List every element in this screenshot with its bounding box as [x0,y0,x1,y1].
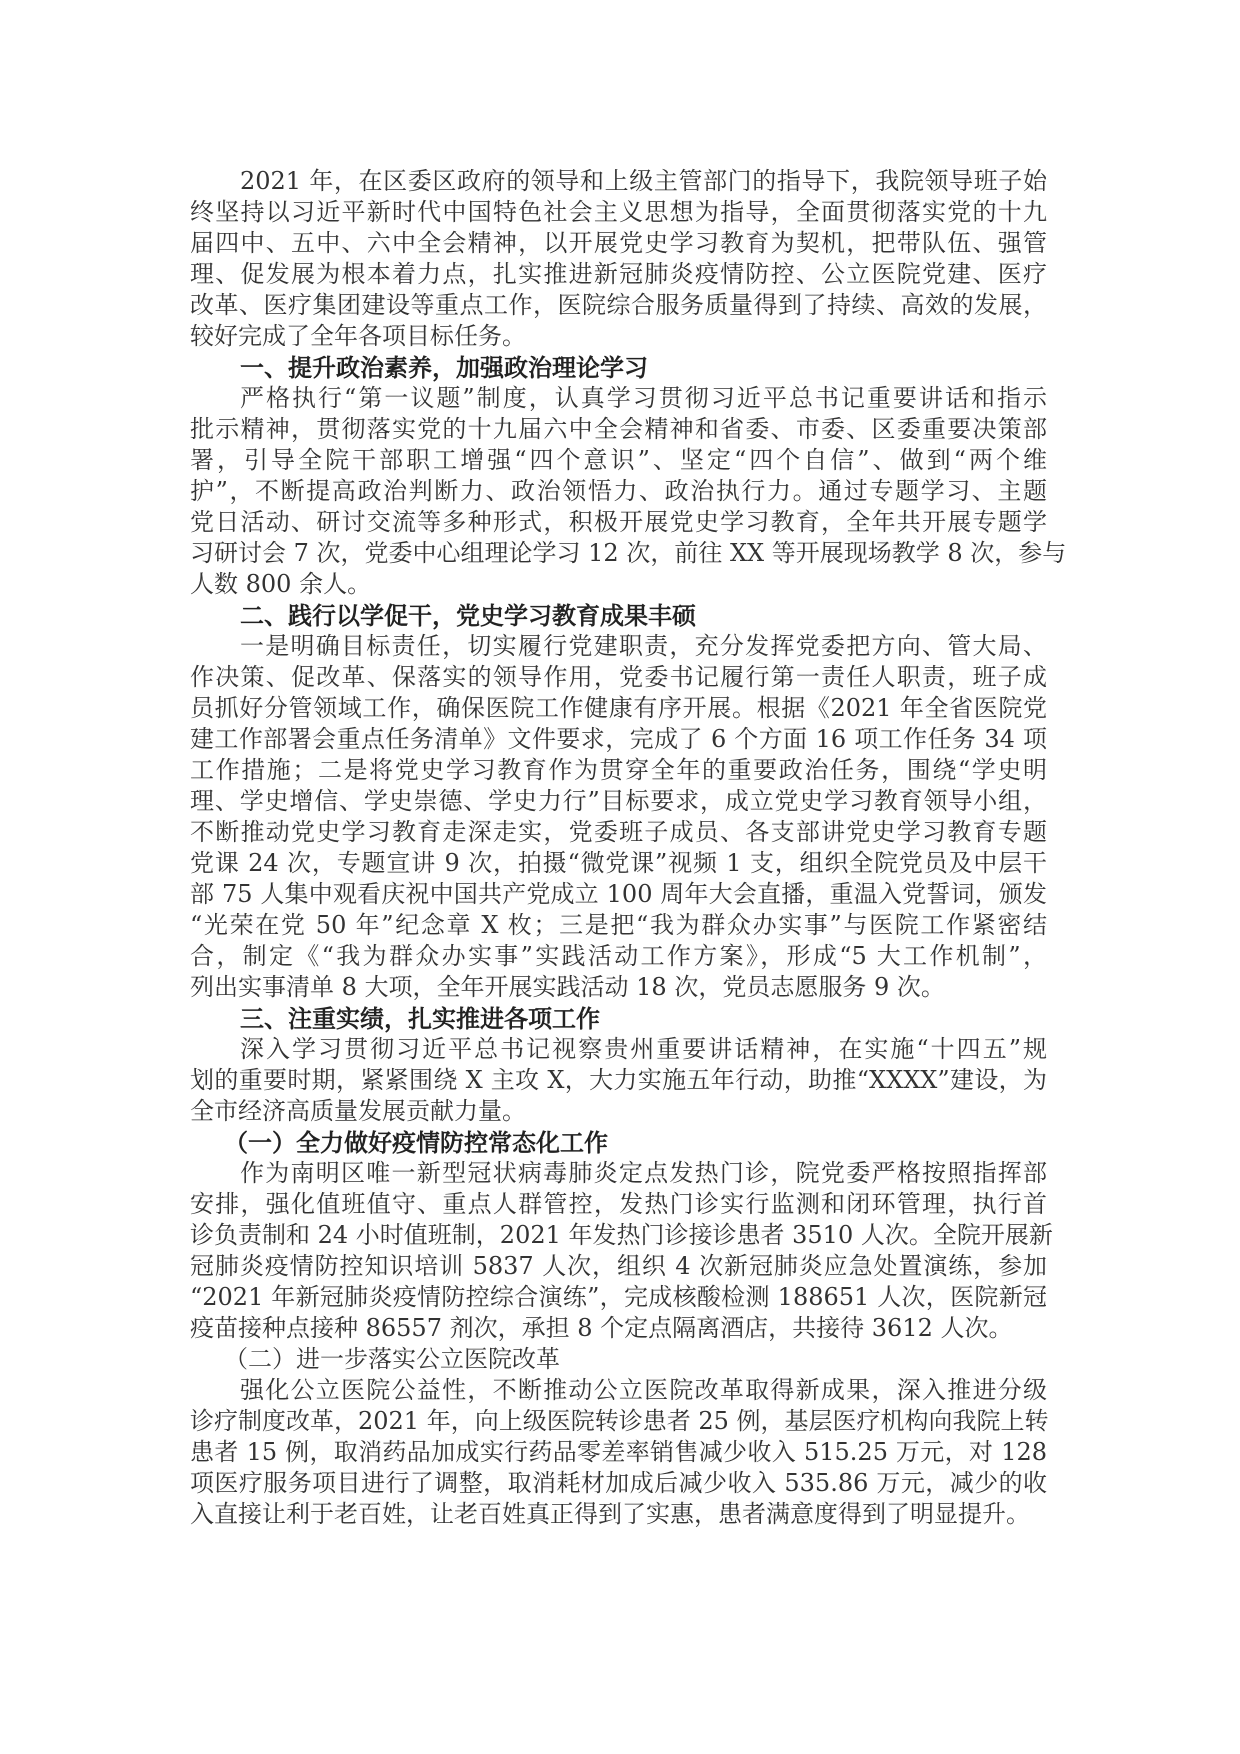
text-line: 部 75 人集中观看庆祝中国共产党成立 100 周年大会直播，重温入党誓词，颁发 [190,880,1047,908]
text-line: 较好完成了全年各项目标任务。 [190,322,526,350]
text-line: 项医疗服务项目进行了调整，取消耗材加成后减少收入 535.86 万元，减少的收 [190,1469,1047,1497]
paragraph [190,631,1047,1003]
text-line: 一是明确目标责任，切实履行党建职责，充分发挥党委把方向、管大局、 [240,632,1047,660]
heading-text: 二、践行以学促干，党史学习教育成果丰硕 [240,601,696,630]
section-heading [190,1127,1047,1158]
text-line: 作决策、促改革、保落实的领导作用，党委书记履行第一责任人职责，班子成 [190,663,1047,691]
heading-text: （一）全力做好疫情防控常态化工作 [224,1128,608,1157]
text-line: 署，引导全院干部职工增强“四个意识”、坚定“四个自信”、做到“两个维 [190,446,1047,474]
text-line: 作为南明区唯一新型冠状病毒肺炎定点发热门诊，院党委严格按照指挥部 [240,1159,1047,1187]
text-line: 护”，不断提高政治判断力、政治领悟力、政治执行力。通过专题学习、主题 [190,477,1047,505]
heading-text: 一、提升政治素养，加强政治理论学习 [240,353,648,382]
text-line: 全市经济高质量发展贡献力量。 [190,1097,526,1125]
paragraph [190,383,1067,600]
text-line: 理、促发展为根本着力点，扎实推进新冠肺炎疫情防控、公立医院党建、医疗 [190,260,1047,288]
text-line: 诊负责制和 24 小时值班制，2021 年发热门诊接诊患者 3510 人次。全院开展新 [190,1221,1053,1249]
section-heading [190,1003,1047,1034]
text-line: 诊疗制度改革，2021 年，向上级医院转诊患者 25 例，基层医疗机构向我院上转 [190,1407,1049,1435]
text-line: 入直接让利于老百姓，让老百姓真正得到了实惠，患者满意度得到了明显提升。 [190,1500,1030,1528]
text-line: 工作措施；二是将党史学习教育作为贯穿全年的重要政治任务，围绕“学史明 [190,756,1047,784]
heading-text: 三、注重实绩，扎实推进各项工作 [240,1004,600,1033]
paragraph [190,1034,1047,1127]
section-heading [190,1344,1047,1375]
text-line: 党课 24 次，专题宣讲 9 次，拍摄“微党课”视频 1 支，组织全院党员及中层干 [190,849,1047,877]
paragraph [190,1158,1053,1344]
text-line: 合，制定《“我为群众办实事”实践活动工作方案》，形成“5 大工作机制”， [190,942,1047,970]
text-line: 员抓好分管领域工作，确保医院工作健康有序开展。根据《2021 年全省医院党 [190,694,1047,722]
text-line: 2021 年，在区委区政府的领导和上级主管部门的指导下，我院领导班子始 [240,167,1047,195]
document-body [190,166,1067,1530]
text-line: 理、学史增信、学史崇德、学史力行”目标要求，成立党史学习教育领导小组， [190,787,1047,815]
text-line: 安排，强化值班值守、重点人群管控，发热门诊实行监测和闭环管理，执行首 [190,1190,1047,1218]
text-line: 不断推动党史学习教育走深走实，党委班子成员、各支部讲党史学习教育专题 [190,818,1047,846]
heading-text: （二）进一步落实公立医院改革 [224,1345,560,1373]
text-line: 患者 15 例，取消药品加成实行药品零差率销售减少收入 515.25 万元，对 128 [190,1438,1047,1466]
text-line: 习研讨会 7 次，党委中心组理论学习 12 次，前往 XX 等开展现场教学 8 次，参与 [190,539,1067,567]
section-heading [190,600,1047,631]
text-line: 深入学习贯彻习近平总书记视察贵州重要讲话精神，在实施“十四五”规 [240,1035,1047,1063]
paragraph [190,1375,1047,1530]
text-line: 建工作部署会重点任务清单》文件要求，完成了 6 个方面 16 项工作任务 34 项 [190,725,1047,753]
section-heading [190,352,1047,383]
text-line: 严格执行“第一议题”制度，认真学习贯彻习近平总书记重要讲话和指示 [240,384,1047,412]
text-line: 强化公立医院公益性，不断推动公立医院改革取得新成果，深入推进分级 [240,1376,1047,1404]
text-line: 批示精神，贯彻落实党的十九届六中全会精神和省委、市委、区委重要决策部 [190,415,1047,443]
text-line: “光荣在党 50 年”纪念章 X 枚；三是把“我为群众办实事”与医院工作紧密结 [190,911,1047,939]
text-line: 划的重要时期，紧紧围绕 X 主攻 X，大力实施五年行动，助推“XXXX”建设，为 [190,1066,1047,1094]
text-line: 人数 800 余人。 [190,570,372,598]
text-line: 冠肺炎疫情防控知识培训 5837 人次，组织 4 次新冠肺炎应急处置演练，参加 [190,1252,1047,1280]
text-line: 列出实事清单 8 大项，全年开展实践活动 18 次，党员志愿服务 9 次。 [190,973,945,1001]
text-line: 疫苗接种点接种 86557 剂次，承担 8 个定点隔离酒店，共接待 3612 人次。 [190,1314,1013,1342]
text-line: “2021 年新冠肺炎疫情防控综合演练”，完成核酸检测 188651 人次，医院新冠 [190,1283,1047,1311]
text-line: 党日活动、研讨交流等多种形式，积极开展党史学习教育，全年共开展专题学 [190,508,1047,536]
text-line: 届四中、五中、六中全会精神，以开展党史学习教育为契机，把带队伍、强管 [190,229,1047,257]
text-line: 改革、医疗集团建设等重点工作，医院综合服务质量得到了持续、高效的发展， [190,291,1047,319]
paragraph [190,166,1047,352]
text-line: 终坚持以习近平新时代中国特色社会主义思想为指导，全面贯彻落实党的十九 [190,198,1047,226]
